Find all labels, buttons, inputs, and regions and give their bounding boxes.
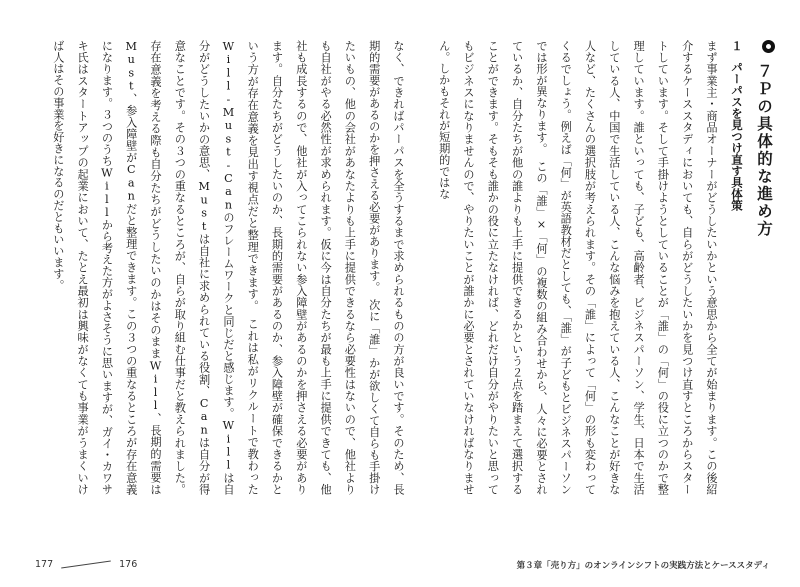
subheading	[729, 40, 745, 495]
page-number-divider	[61, 561, 111, 569]
right-page-body: まず事業主・商品オーナーがどうしたいかという意思から全てが始まります。この後紹介するケーススタディにおいても、自らがどうしたいかを見つけ直すところからスタートしています。そして手掛けようとしていることが「誰」の「何」の役に立つのかで整理しています。誰といっても、子ども、高齢者、ビジネスパーソン、学生、日本で生活している人、中国で生活している人、こんな悩みを抱えている人、こんなことが好きな人など、たくさんの選択肢が考えられます。その「誰」によって「何」の形も変わってくるでしょう。例えば「何」が英語教材だとしても、「誰」が子どもとビジネスパーソンでは形が異なります。 この「誰」×「何」の複数の組み合わせから、人々に必要とされているか、自分たちが他の誰よりも上手に提供できるかという２点を踏まえて選択することができます。そもそも誰かの役に立たなければ、どれだけ自分がやりたいと思ってもビジネスになりませんので、やりたいことが誰かに必要とされていなければなりません。しかもそれが短期的ではな	[437, 40, 718, 495]
left-page	[40, 40, 410, 540]
heading-circle-icon	[762, 40, 775, 53]
page-number-left: 177	[35, 559, 54, 570]
right-page	[437, 40, 775, 540]
subheading-text: パーパスを見つけ直す具体策	[730, 61, 744, 211]
right-page-content	[437, 40, 775, 495]
subheading-number: １	[730, 40, 744, 52]
page-numbers	[35, 559, 137, 570]
section-heading-text: ７Ｐの具体的な進め方	[755, 63, 773, 238]
left-page-body: なく、できればパーパスを全うするまで求められるものの方が良いです。そのため、長期的需要があるのかを押さえる必要があります。 次に「誰」かが欲しくて自らも手掛けたいもの、他の会社があなたよりも上手に提供できるなら必要性はないので、他社よりも自社がやる必然性が求められます。仮に今は自分たちが最も上手に提供できても、他社も成長するので、他社が入ってこられない参入障壁があるのかを押さえる必要があります。自分たちがどうしたいのか、長期的需要があるのか、参入障壁が確保できるかという方が存在意義を見出す視点だと整理できます。 これは私がリクルートで教わったWill-Must-Canのフレームワークと同じだと感じます。Willは自分がどうしたいかの意思、Mustは自社に求められている役割、Canは自分が得意なことです。その３つの重なるところが、自らが取り組む仕事だと教えられました。存在意義を考える際も自分たちがどうしたいのかはそのままWill、長期的需要はMust、参入障壁がCanだと整理できます。この３つの重なるところが存在意義になります。３つのうちWillから考えた方がよさそうに思いますが、ガイ・カワサキ氏はスタートアップの起業において、たとえ最初は興味がなくても事業がうまくいけば人はその事業を好きになるのだともいいます。	[51, 40, 405, 495]
running-head: 第３章「売り方」のオンラインシフトの実践方法とケーススタディ	[516, 561, 770, 571]
section-heading	[753, 40, 775, 495]
page-number-right: 176	[119, 559, 138, 570]
